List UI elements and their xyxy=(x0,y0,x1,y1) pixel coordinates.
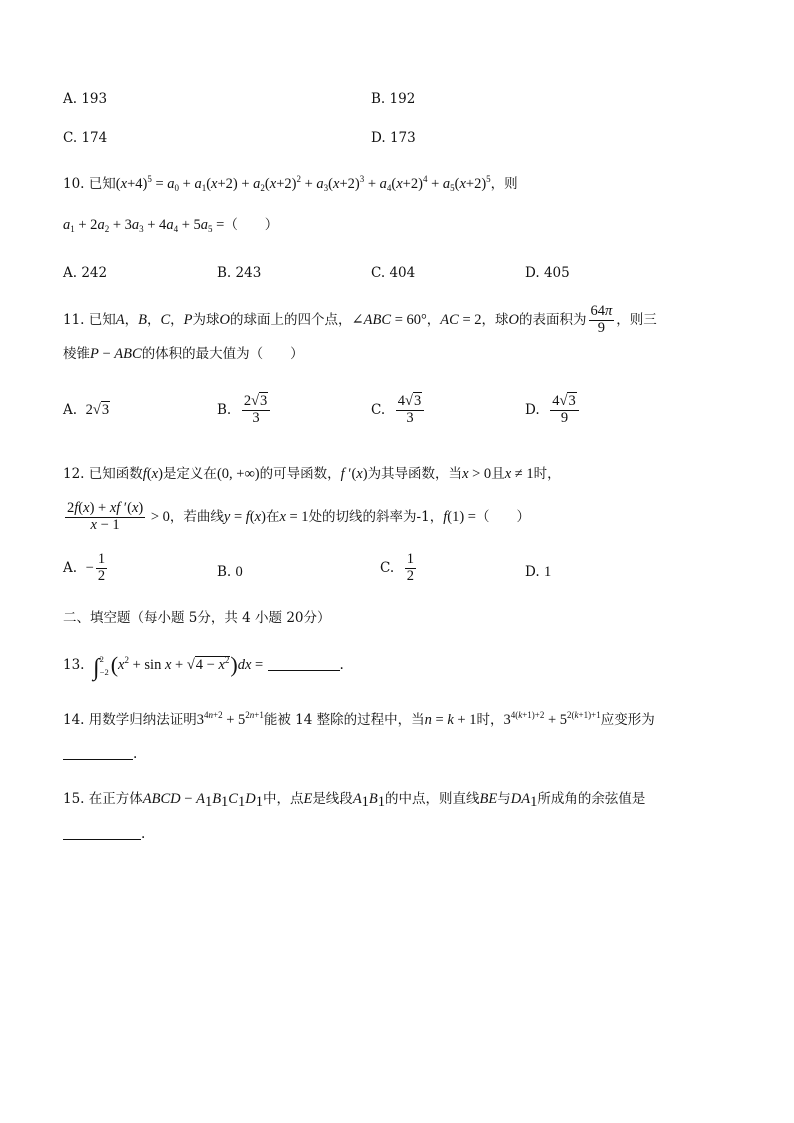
q14-stem: 14. 用数学归纳法证明$3^{4n+2} + 5^{2n+1}$能被 14 整除的过程中，当n = k + 1时，$3^{4(k+1)+2} + 5^{2(k+1)+1}$应变形为 xyxy=(63,710,655,728)
q12-option-c: C. $\frac{1}{2}$ xyxy=(380,551,414,584)
q13-answer-blank[interactable] xyxy=(268,670,340,671)
q10-expression: $a_1 + 2a_2 + 3a_3 + 4a_4 + 5a_5$ = xyxy=(63,217,225,234)
q12-option-b: B. 0 xyxy=(217,564,243,580)
q15-answer-line: . xyxy=(63,828,145,842)
q10-stem: 10. 已知$(x+4)^5 = a_0 + a_1(x+2) + a_2(x+2)^2 + a_3(x+2)^3 + a_4(x+2)^4 + a_5(x+2)^5$，则 xyxy=(63,174,518,193)
q12-option-a: A. − $\frac{1}{2}$ xyxy=(63,551,106,584)
q11-stem-2: 棱锥P − ABC的体积的最大值为（ ） xyxy=(63,346,304,362)
q13-integral: ∫ 2 −2 $(x^2 + \sin x + √4 - x^2)dx$ = xyxy=(93,652,264,681)
q9-option-b: B. 192 xyxy=(371,91,416,107)
q12-inequality-fraction: $\frac{2f(x) + xf '(x)}{x - 1}$ xyxy=(67,500,144,533)
q15-answer-blank[interactable] xyxy=(63,839,141,840)
q9-option-c: C. 174 xyxy=(63,130,108,146)
q13-stem: 13. ∫ 2 −2 $(x^2 + \sin x + √4 - x^2)dx$ = . xyxy=(63,652,344,681)
q10-stem-2: $a_1 + 2a_2 + 3a_3 + 4a_4 + 5a_5$ =（ ） xyxy=(63,217,279,234)
q10-option-c: C. 404 xyxy=(371,265,416,281)
q12-stem-2: $\frac{2f(x) + xf '(x)}{x - 1}$ > 0，若曲线y = f(x)在x = 1处的切线的斜率为-1，f(1) =（ ） xyxy=(67,500,530,533)
q15-stem: 15. 在正方体ABCD − $A_1B_1C_1D_1$中，点E是线段$A_1B_1$的中点，则直线BE与$DA_1$所成角的余弦值是 xyxy=(63,791,646,810)
q11-option-d: D. $\frac{4√3}{9}$ xyxy=(525,394,581,427)
q14-answer-blank[interactable] xyxy=(63,759,133,760)
q10-equation: $(x+4)^5 = a_0 + a_1(x+2) + a_2(x+2)^2 + a_3(x+2)^3 + a_4(x+2)^4 + a_5(x+2)^5$ xyxy=(115,174,491,193)
q9-option-a: A. 193 xyxy=(63,91,108,107)
q11-option-b: B. $\frac{2√3}{3}$ xyxy=(217,394,272,427)
q10-option-b: B. 243 xyxy=(217,265,262,281)
q12-option-d: D. 1 xyxy=(525,564,552,580)
q10-option-a: A. 242 xyxy=(63,265,108,281)
q11-surface-area-fraction: $\frac{64\pi}{9}$ xyxy=(590,303,613,336)
section-2-title: 二、填空题（每小题 5分，共 4 小题 20分） xyxy=(63,610,331,626)
q14-answer-line: . xyxy=(63,748,137,762)
q11-option-c: C. $\frac{4√3}{3}$ xyxy=(371,394,426,427)
q11-option-a: A. 2√3 xyxy=(63,402,110,418)
q11-stem: 11. 已知A，B，C，P为球O的球面上的四个点，∠ABC = 60°，AC = 2，球O的表面积为 $\frac{64\pi}{9}$ ，则三 xyxy=(63,303,657,336)
q12-stem: 12. 已知函数f(x)是定义在(0, +∞)的可导函数，f ′(x)为其导函数，当x > 0且x ≠ 1时， xyxy=(63,466,561,482)
q10-option-d: D. 405 xyxy=(525,265,570,281)
q9-option-d: D. 173 xyxy=(371,130,416,146)
